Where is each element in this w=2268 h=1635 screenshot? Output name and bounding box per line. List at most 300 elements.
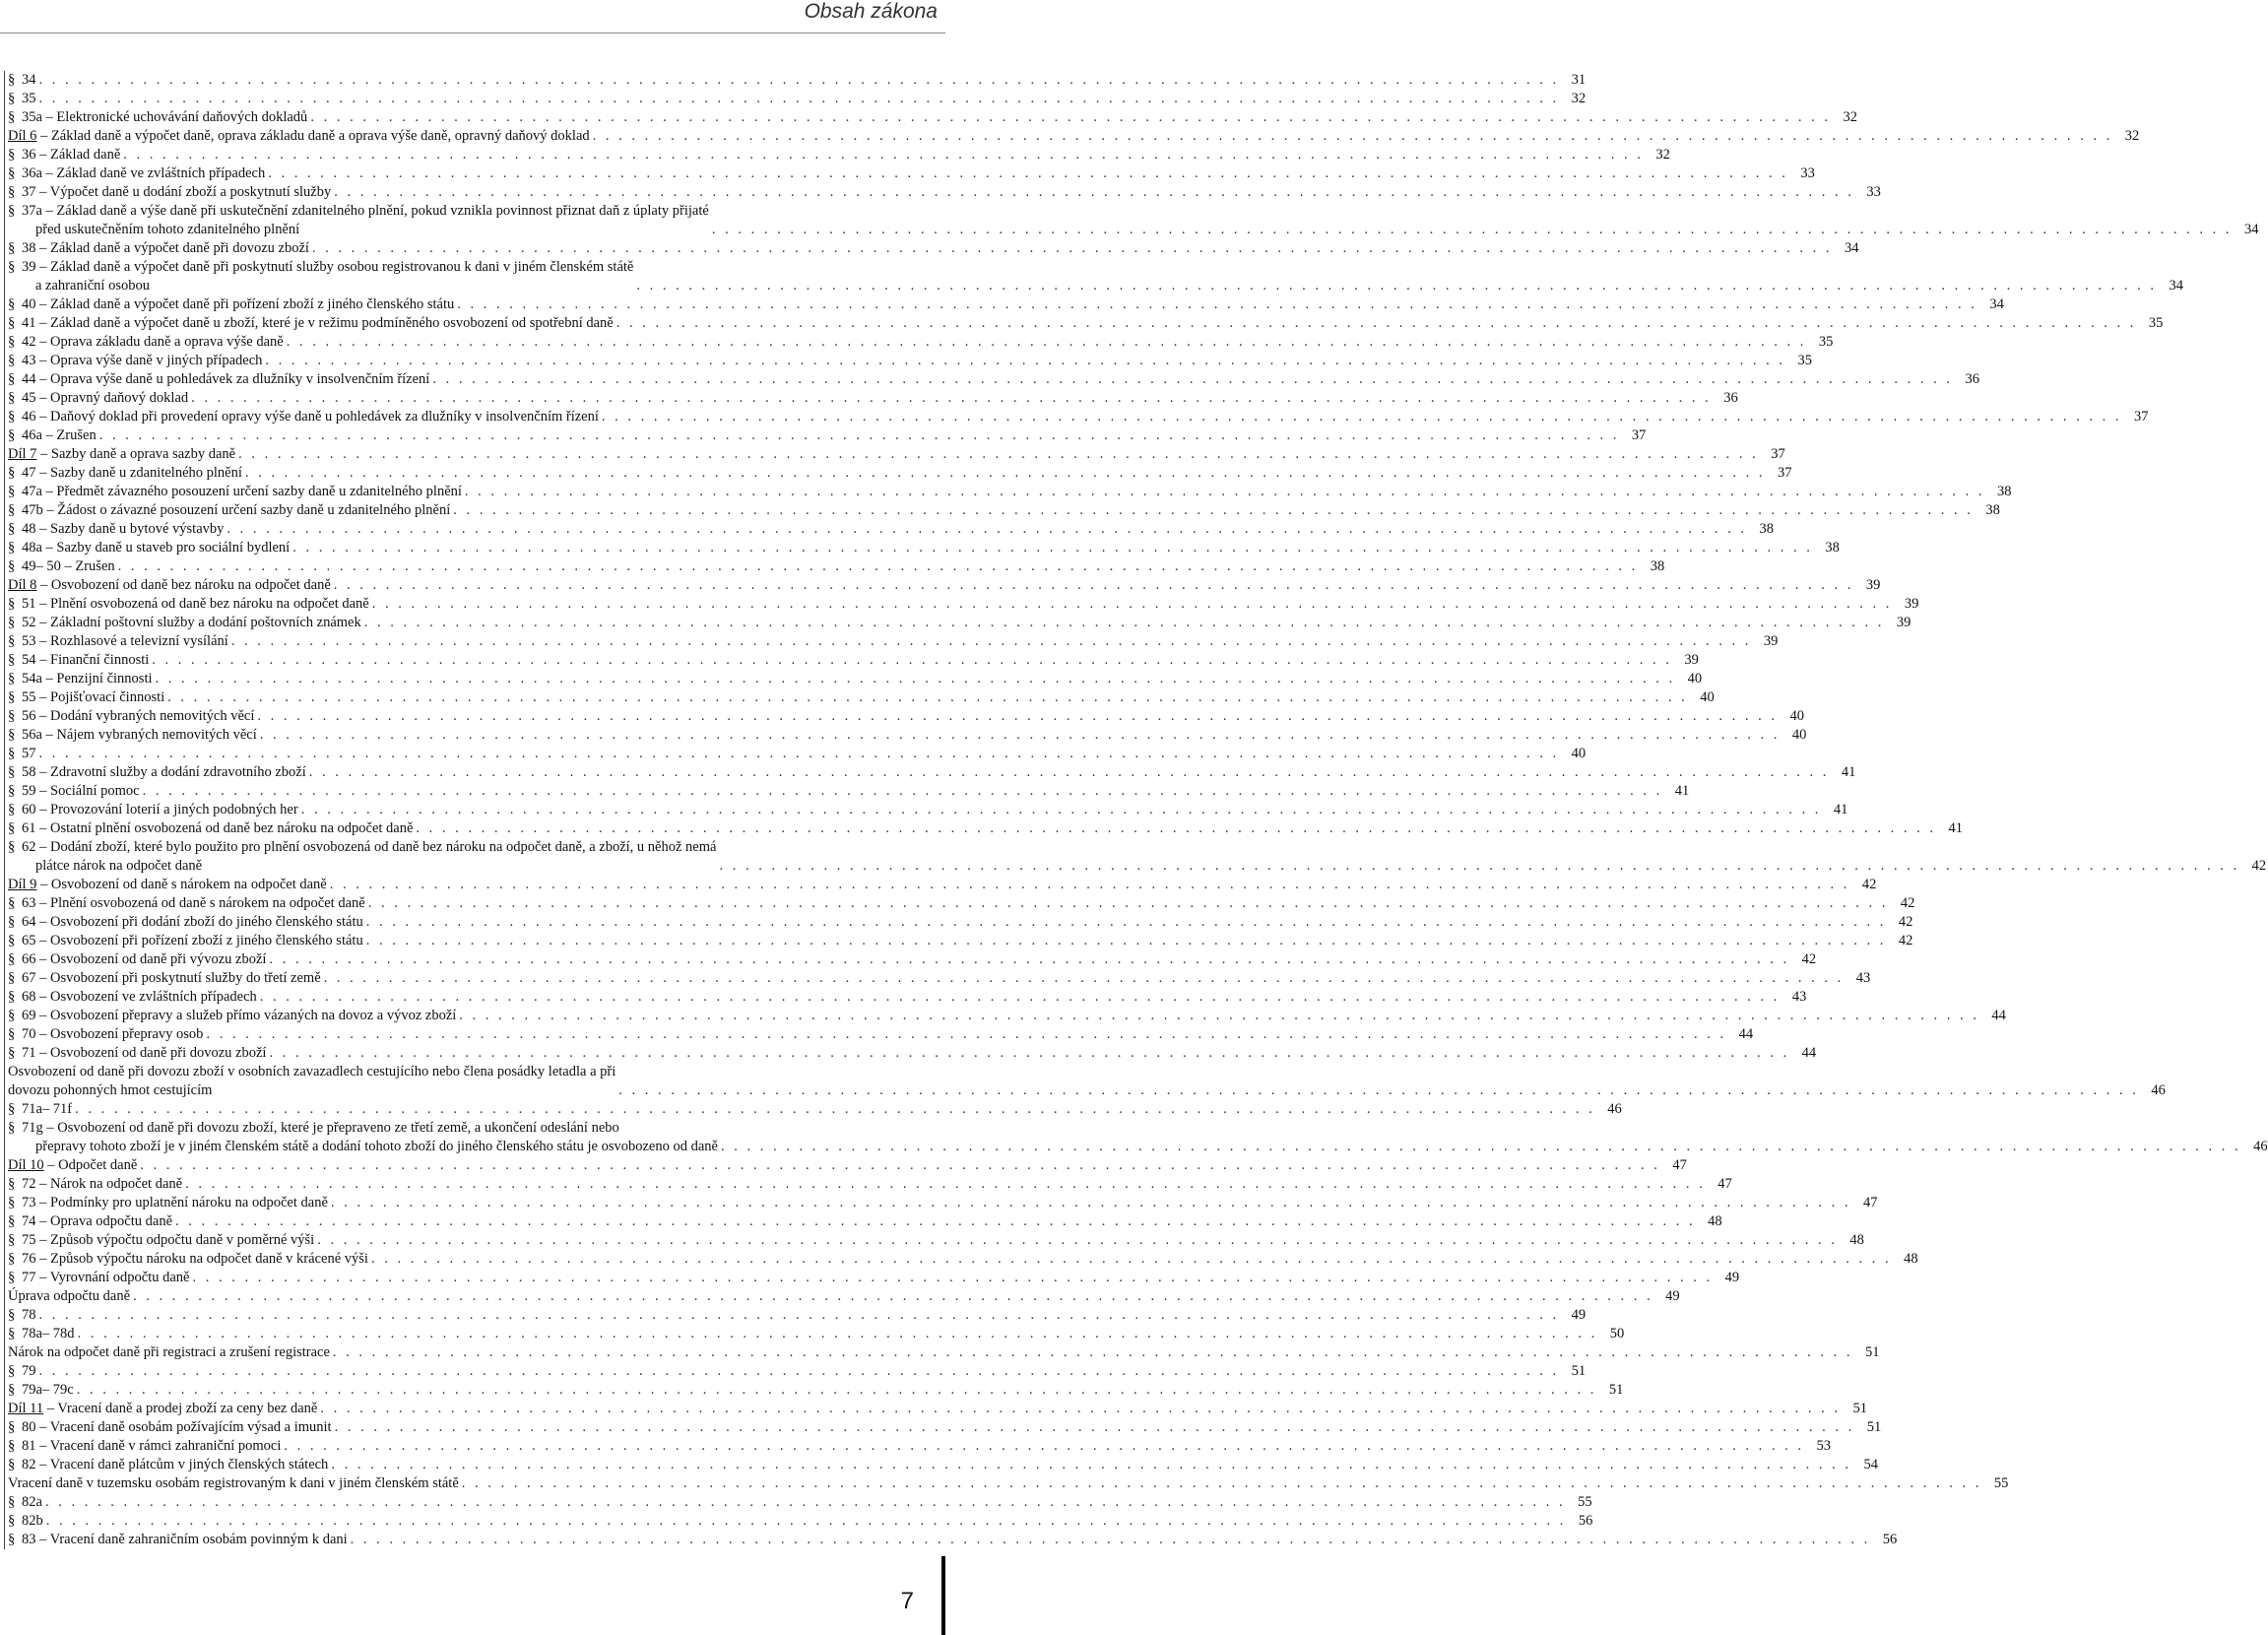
page-ref: 44	[1738, 1026, 1754, 1042]
entry-title: 76 – Způsob výpočtu nároku na odpočet daně v krácené výši	[22, 1251, 368, 1267]
dot-leader: . . . . . . . . . . . . . . . . . . . . . . . . . . . . . . . . . . . . . . . . . . . . . . . . . . . . . . . . . . . . . . . . . . . . . . . . . . . . . . . . . . . . . . . . . . . . . . . . . . . . . . . . . . . . . . . . . . . . .	[44, 1494, 1566, 1510]
page-ref: 39	[1896, 615, 1912, 630]
dot-leader: . . . . . . . . . . . . . . . . . . . . . . . . . . . . . . . . . . . . . . . . . . . . . . . . . . . . . . . . . . . . . . . . . . . . . . . . . . . . . . . . . . . . . . . . . . . . . . . . . . . . . . . . . . . . . . . . . . . . .	[618, 1082, 2139, 1098]
dot-leader: . . . . . . . . . . . . . . . . . . . . . . . . . . . . . . . . . . . . . . . . . . . . . . . . . . . . . . . . . . . . . . . . . . . . . . . . . . . . . . . . . . . . . . . . . . . . . . . . . . . . . . . . . . . . . . . . . . . . .	[367, 895, 1889, 911]
margin-rule	[4, 1306, 5, 1325]
toc-entry	[4, 1194, 1878, 1212]
toc-entry-label	[4, 745, 36, 763]
section-sign: §	[8, 72, 16, 88]
page-ref: 39	[1763, 633, 1779, 649]
entry-title-continued: dovozu pohonných hmot cestujícím	[8, 1082, 213, 1098]
page-ref: 50	[1609, 1326, 1625, 1341]
entry-title: 63 – Plnění osvobozená od daně s nárokem na odpočet daně	[22, 895, 365, 911]
toc-entry-label	[4, 557, 115, 576]
toc-entry-label	[4, 1212, 172, 1231]
margin-rule	[4, 782, 5, 801]
dot-leader: . . . . . . . . . . . . . . . . . . . . . . . . . . . . . . . . . . . . . . . . . . . . . . . . . . . . . . . . . . . . . . . . . . . . . . . . . . . . . . . . . . . . . . . . . . . . . . . . . . . . . . . . . . . . . . . . . . . . .	[230, 633, 1752, 649]
toc-entry	[4, 127, 2140, 146]
dot-leader: . . . . . . . . . . . . . . . . . . . . . . . . . . . . . . . . . . . . . . . . . . . . . . . . . . . . . . . . . . . . . . . . . . . . . . . . . . . . . . . . . . . . . . . . . . . . . . . . . . . . . . . . . . . . . . . . . . . . .	[300, 802, 1822, 818]
toc-entry	[4, 71, 1587, 90]
toc-entry	[4, 1325, 1625, 1343]
section-sign: §	[8, 109, 16, 125]
toc-entry	[4, 1493, 1592, 1512]
toc-entry-label	[4, 164, 265, 183]
toc-entry	[4, 670, 1703, 688]
section-sign: §	[8, 746, 16, 761]
toc-entry-label	[4, 801, 298, 819]
toc-entry-label	[4, 1512, 43, 1531]
toc-entry	[4, 801, 1848, 819]
toc-entry	[4, 1175, 1732, 1194]
margin-rule	[4, 969, 5, 988]
toc-entry-label	[4, 426, 97, 445]
entry-title: 71 – Osvobození od daně při dovozu zboží	[22, 1045, 267, 1061]
section-sign: §	[8, 671, 16, 687]
division-title: – Vracení daně a prodej zboží za ceny bez daně	[43, 1401, 318, 1416]
dot-leader: . . . . . . . . . . . . . . . . . . . . . . . . . . . . . . . . . . . . . . . . . . . . . . . . . . . . . . . . . . . . . . . . . . . . . . . . . . . . . . . . . . . . . . . . . . . . . . . . . . . . . . . . . . . . . . . . . . . . .	[331, 1457, 1851, 1472]
margin-rule	[4, 801, 5, 819]
toc-entry-label	[4, 1250, 368, 1269]
section-sign: §	[8, 1120, 16, 1136]
dot-leader: . . . . . . . . . . . . . . . . . . . . . . . . . . . . . . . . . . . . . . . . . . . . . . . . . . . . . . . . . . . . . . . . . . . . . . . . . . . . . . . . . . . . . . . . . . . . . . . . . . . . . . . . . . . . . . . . . . . . .	[350, 1532, 1871, 1547]
toc-entry-label	[4, 932, 363, 950]
section-sign: §	[8, 1045, 16, 1061]
entry-title: 60 – Provozování loterií a jiných podobných her	[22, 802, 298, 818]
toc-entry	[4, 1512, 1593, 1531]
page-ref: 40	[1789, 708, 1804, 724]
page-ref: 40	[1687, 671, 1703, 687]
toc-entry	[4, 763, 1856, 782]
page-ref: 46	[2151, 1082, 2166, 1098]
section-sign: §	[8, 596, 16, 612]
section-sign: §	[8, 353, 16, 368]
toc-entry	[4, 370, 1979, 389]
page-ref: 41	[1674, 783, 1690, 799]
entry-title: 79a– 79c	[22, 1382, 74, 1398]
margin-rule	[4, 389, 5, 408]
dot-leader: . . . . . . . . . . . . . . . . . . . . . . . . . . . . . . . . . . . . . . . . . . . . . . . . . . . . . . . . . . . . . . . . . . . . . . . . . . . . . . . . . . . . . . . . . . . . . . . . . . . . . . . . . . . . . . . . . . . . .	[152, 652, 1672, 668]
margin-rule	[4, 1418, 5, 1437]
margin-rule	[4, 614, 5, 632]
section-sign: §	[8, 1026, 16, 1042]
page-ref: 48	[1904, 1251, 1918, 1267]
entry-title: 74 – Oprava odpočtu daně	[22, 1213, 173, 1229]
margin-rule	[4, 1381, 5, 1400]
section-sign: §	[8, 521, 16, 537]
toc-entry-label	[4, 71, 36, 90]
entry-title: 68 – Osvobození ve zvláštních případech	[22, 989, 257, 1005]
margin-rule	[4, 239, 5, 258]
page-ref: 41	[1833, 802, 1848, 818]
page-ref: 34	[1845, 240, 1859, 256]
section-sign: §	[8, 1213, 16, 1229]
toc-entry	[4, 352, 1813, 370]
entry-title: 82 – Vracení daně plátcům v jiných členských státech	[22, 1457, 329, 1472]
toc-entry	[4, 1250, 1918, 1269]
section-sign: §	[8, 727, 16, 743]
margin-rule	[4, 1474, 5, 1493]
dot-leader: . . . . . . . . . . . . . . . . . . . . . . . . . . . . . . . . . . . . . . . . . . . . . . . . . . . . . . . . . . . . . . . . . . . . . . . . . . . . . . . . . . . . . . . . . . . . . . . . . . . . . . . . . . . . . . . . . . . . .	[592, 128, 2113, 144]
page-ref: 35	[1818, 334, 1834, 350]
margin-rule	[4, 1343, 5, 1362]
section-sign: §	[8, 1101, 16, 1117]
toc-entry-label	[4, 146, 120, 164]
margin-rule	[4, 950, 5, 969]
section-sign: §	[8, 259, 16, 275]
division-label: Díl 8	[8, 577, 37, 593]
page-ref: 44	[1991, 1008, 2006, 1023]
entry-title: Nárok na odpočet daně při registraci a zrušení registrace	[8, 1344, 330, 1360]
page-ref: 32	[1571, 91, 1587, 106]
section-sign: §	[8, 914, 16, 930]
margin-rule	[4, 501, 5, 520]
entry-title: 38 – Základ daně a výpočet daně při dovozu zboží	[22, 240, 309, 256]
toc-entry-label	[4, 763, 306, 782]
margin-rule	[4, 1456, 5, 1474]
toc-entry-label	[4, 370, 429, 389]
page-ref: 42	[1900, 895, 1915, 911]
section-sign: §	[8, 820, 16, 836]
page-ref: 48	[1849, 1232, 1864, 1248]
toc-entry	[4, 539, 1840, 557]
dot-leader: . . . . . . . . . . . . . . . . . . . . . . . . . . . . . . . . . . . . . . . . . . . . . . . . . . . . . . . . . . . . . . . . . . . . . . . . . . . . . . . . . . . . . . . . . . . . . . . . . . . . . . . . . . . . . . . . . . . . .	[155, 671, 1676, 687]
dot-leader: . . . . . . . . . . . . . . . . . . . . . . . . . . . . . . . . . . . . . . . . . . . . . . . . . . . . . . . . . . . . . . . . . . . . . . . . . . . . . . . . . . . . . . . . . . . . . . . . . . . . . . . . . . . . . . . . . . . . .	[308, 764, 1830, 780]
entry-title: 78	[22, 1307, 36, 1323]
entry-title: 48 – Sazby daně u bytové výstavby	[22, 521, 225, 537]
section-sign: §	[8, 783, 16, 799]
toc-entry-label	[4, 819, 413, 838]
entry-title: 65 – Osvobození při pořízení zboží z jiného členského státu	[22, 933, 363, 948]
page-ref: 32	[1843, 109, 1857, 125]
page-ref: 55	[1578, 1494, 1592, 1510]
dot-leader: . . . . . . . . . . . . . . . . . . . . . . . . . . . . . . . . . . . . . . . . . . . . . . . . . . . . . . . . . . . . . . . . . . . . . . . . . . . . . . . . . . . . . . . . . . . . . . . . . . . . . . . . . . . . . . . . . . . . .	[98, 427, 1620, 443]
dot-leader: . . . . . . . . . . . . . . . . . . . . . . . . . . . . . . . . . . . . . . . . . . . . . . . . . . . . . . . . . . . . . . . . . . . . . . . . . . . . . . . . . . . . . . . . . . . . . . . . . . . . . . . . . . . . . . . . . . . . .	[711, 222, 2233, 237]
dot-leader: . . . . . . . . . . . . . . . . . . . . . . . . . . . . . . . . . . . . . . . . . . . . . . . . . . . . . . . . . . . . . . . . . . . . . . . . . . . . . . . . . . . . . . . . . . . . . . . . . . . . . . . . . . . . . . . . . . . . .	[257, 708, 1778, 724]
margin-rule	[4, 913, 5, 932]
entry-title: 82b	[22, 1513, 43, 1529]
toc-entry	[4, 146, 1670, 164]
section-sign: §	[8, 1307, 16, 1323]
page-ref: 32	[1655, 147, 1670, 163]
entry-title: 82a	[22, 1494, 42, 1510]
dot-leader: . . . . . . . . . . . . . . . . . . . . . . . . . . . . . . . . . . . . . . . . . . . . . . . . . . . . . . . . . . . . . . . . . . . . . . . . . . . . . . . . . . . . . . . . . . . . . . . . . . . . . . . . . . . . . . . . . . . . .	[259, 727, 1781, 743]
toc-entry-label	[4, 258, 633, 295]
toc-entry	[4, 295, 2004, 314]
page-header	[0, 0, 945, 33]
toc-entry-label	[4, 90, 36, 108]
page-ref: 32	[2124, 128, 2140, 144]
entry-title: 46a – Zrušen	[22, 427, 97, 443]
dot-leader: . . . . . . . . . . . . . . . . . . . . . . . . . . . . . . . . . . . . . . . . . . . . . . . . . . . . . . . . . . . . . . . . . . . . . . . . . . . . . . . . . . . . . . . . . . . . . . . . . . . . . . . . . . . . . . . . . . . . .	[76, 1382, 1597, 1398]
entry-title: 35a – Elektronické uchovávání daňových dokladů	[22, 109, 308, 125]
toc-entry	[4, 1119, 2268, 1156]
page-ref: 49	[1571, 1307, 1587, 1323]
toc-entry-label	[4, 1007, 456, 1025]
toc-entry	[4, 408, 2149, 426]
toc-entry-label	[4, 969, 321, 988]
margin-rule	[4, 1325, 5, 1343]
toc-entry-label	[4, 894, 365, 913]
toc-entry	[4, 1025, 1754, 1044]
margin-rule	[4, 520, 5, 539]
toc-entry-label	[4, 1100, 72, 1119]
entry-title: 81 – Vracení daně v rámci zahraniční pomoci	[22, 1438, 282, 1454]
toc-entry-label	[4, 352, 262, 370]
toc-entry	[4, 1063, 2166, 1100]
section-sign: §	[8, 839, 16, 855]
dot-leader: . . . . . . . . . . . . . . . . . . . . . . . . . . . . . . . . . . . . . . . . . . . . . . . . . . . . . . . . . . . . . . . . . . . . . . . . . . . . . . . . . . . . . . . . . . . . . . . . . . . . . . . . . . . . . . . . . . . . .	[284, 1438, 1805, 1454]
entry-title: 45 – Opravný daňový doklad	[22, 390, 189, 406]
toc-entry	[4, 876, 1877, 894]
toc-entry-label	[4, 1306, 36, 1325]
toc-entry-label	[4, 1418, 332, 1437]
entry-title: 73 – Podmínky pro uplatnění nároku na odpočet daně	[22, 1195, 328, 1210]
entry-title: 62 – Dodání zboží, které bylo použito pro plnění osvobozená od daně bez nároku na odpočet daně, a zboží, u něhož nemá	[22, 839, 717, 855]
margin-rule	[4, 183, 5, 202]
section-sign: §	[8, 1195, 16, 1210]
margin-rule	[4, 1512, 5, 1531]
page-ref: 42	[2251, 858, 2267, 874]
margin-rule	[4, 90, 5, 108]
toc-entry-label	[4, 127, 590, 146]
toc-entry	[4, 333, 1834, 352]
page-ref: 55	[1993, 1475, 2009, 1491]
margin-rule	[4, 894, 5, 913]
toc-entry	[4, 595, 1919, 614]
toc-entry	[4, 1437, 1832, 1456]
toc-entry-label	[4, 1287, 130, 1306]
section-sign: §	[8, 1494, 16, 1510]
toc-entry	[4, 988, 1807, 1007]
toc-entry	[4, 1456, 1878, 1474]
toc-entry	[4, 1044, 1817, 1063]
page-ref: 41	[1948, 820, 1964, 836]
entry-title: 37 – Výpočet daně u dodání zboží a poskytnutí služby	[22, 184, 332, 200]
margin-rule	[4, 314, 5, 333]
page-ref: 56	[1578, 1513, 1593, 1529]
margin-rule	[4, 295, 5, 314]
toc-entry	[4, 108, 1857, 127]
entry-title: Vracení daně v tuzemsku osobám registrovaným k dani v jiném členském státě	[8, 1475, 459, 1491]
entry-title: 36 – Základ daně	[22, 147, 121, 163]
section-sign: §	[8, 708, 16, 724]
margin-rule	[4, 426, 5, 445]
page-ref: 33	[1866, 184, 1881, 200]
section-sign: §	[8, 409, 16, 425]
dot-leader: . . . . . . . . . . . . . . . . . . . . . . . . . . . . . . . . . . . . . . . . . . . . . . . . . . . . . . . . . . . . . . . . . . . . . . . . . . . . . . . . . . . . . . . . . . . . . . . . . . . . . . . . . . . . . . . . . . . . .	[292, 540, 1813, 556]
entry-title: 56a – Nájem vybraných nemovitých věcí	[22, 727, 257, 743]
entry-title: 47a – Předmět závazného posouzení určení sazby daně u zdanitelného plnění	[22, 484, 462, 499]
section-sign: §	[8, 615, 16, 630]
toc-entry-label	[4, 520, 224, 539]
dot-leader: . . . . . . . . . . . . . . . . . . . . . . . . . . . . . . . . . . . . . . . . . . . . . . . . . . . . . . . . . . . . . . . . . . . . . . . . . . . . . . . . . . . . . . . . . . . . . . . . . . . . . . . . . . . . . . . . . . . . .	[167, 689, 1688, 705]
margin-rule	[4, 1025, 5, 1044]
margin-rule	[4, 483, 5, 501]
toc-entry-label	[4, 295, 454, 314]
dot-leader: . . . . . . . . . . . . . . . . . . . . . . . . . . . . . . . . . . . . . . . . . . . . . . . . . . . . . . . . . . . . . . . . . . . . . . . . . . . . . . . . . . . . . . . . . . . . . . . . . . . . . . . . . . . . . . . . . . . . .	[323, 970, 1845, 986]
entry-title-continued: přepravy tohoto zboží je v jiném členském státě a dodání tohoto zboží do jiného členského státu je osvobozeno od daně	[35, 1139, 718, 1154]
toc-entry	[4, 1269, 1740, 1287]
page-ref: 35	[1797, 353, 1813, 368]
dot-leader: . . . . . . . . . . . . . . . . . . . . . . . . . . . . . . . . . . . . . . . . . . . . . . . . . . . . . . . . . . . . . . . . . . . . . . . . . . . . . . . . . . . . . . . . . . . . . . . . . . . . . . . . . . . . . . . . . . . . .	[142, 783, 1663, 799]
page-ref: 38	[1985, 502, 2000, 518]
page-ref: 51	[1865, 1344, 1880, 1360]
dot-leader: . . . . . . . . . . . . . . . . . . . . . . . . . . . . . . . . . . . . . . . . . . . . . . . . . . . . . . . . . . . . . . . . . . . . . . . . . . . . . . . . . . . . . . . . . . . . . . . . . . . . . . . . . . . . . . . . . . . . .	[601, 409, 2122, 425]
section-sign: §	[8, 1419, 16, 1435]
margin-rule	[4, 539, 5, 557]
page-ref: 49	[1724, 1270, 1740, 1285]
section-sign: §	[8, 633, 16, 649]
entry-title: 46 – Daňový doklad při provedení opravy výše daně u pohledávek za dlužníky v insolvenčním řízení	[22, 409, 599, 425]
toc-entry	[4, 1212, 1722, 1231]
margin-rule	[4, 1175, 5, 1194]
toc-entry-label	[4, 483, 462, 501]
margin-rule	[4, 108, 5, 127]
dot-leader: . . . . . . . . . . . . . . . . . . . . . . . . . . . . . . . . . . . . . . . . . . . . . . . . . . . . . . . . . . . . . . . . . . . . . . . . . . . . . . . . . . . . . . . . . . . . . . . . . . . . . . . . . . . . . . . . . . . . .	[334, 184, 1854, 200]
toc-entry	[4, 1531, 1898, 1549]
division-label: Díl 6	[8, 128, 37, 144]
entry-title: 55 – Pojišťovací činnosti	[22, 689, 165, 705]
entry-title: 59 – Sociální pomoc	[22, 783, 140, 799]
division-label: Díl 11	[8, 1401, 44, 1416]
toc-entry-label	[4, 1175, 182, 1194]
toc-entry	[4, 632, 1779, 651]
entry-title: Úprava odpočtu daně	[8, 1288, 131, 1304]
section-sign: §	[8, 484, 16, 499]
toc-entry	[4, 90, 1587, 108]
toc-entry-label	[4, 1269, 189, 1287]
toc-entry	[4, 557, 1665, 576]
dot-leader: . . . . . . . . . . . . . . . . . . . . . . . . . . . . . . . . . . . . . . . . . . . . . . . . . . . . . . . . . . . . . . . . . . . . . . . . . . . . . . . . . . . . . . . . . . . . . . . . . . . . . . . . . . . . . . . . . . . . .	[38, 1307, 1560, 1323]
table-of-contents	[4, 71, 2268, 1549]
page-ref: 34	[1989, 296, 2004, 312]
section-sign: §	[8, 540, 16, 556]
toc-entry-label	[4, 1456, 328, 1474]
entry-title: 61 – Ostatní plnění osvobozená od daně bez nároku na odpočet daně	[22, 820, 414, 836]
section-sign: §	[8, 1326, 16, 1341]
toc-entry-label	[4, 539, 290, 557]
page-ref: 41	[1841, 764, 1856, 780]
toc-entry-label	[4, 913, 363, 932]
dot-leader: . . . . . . . . . . . . . . . . . . . . . . . . . . . . . . . . . . . . . . . . . . . . . . . . . . . . . . . . . . . . . . . . . . . . . . . . . . . . . . . . . . . . . . . . . . . . . . . . . . . . . . . . . . . . . . . . . . . . .	[75, 1101, 1595, 1117]
entry-title: 44 – Oprava výše daně u pohledávek za dlužníky v insolvenčním řízení	[22, 371, 430, 387]
section-sign: §	[8, 895, 16, 911]
toc-entry-label	[4, 1119, 718, 1156]
section-sign: §	[8, 989, 16, 1005]
margin-rule	[4, 445, 5, 464]
section-sign: §	[8, 652, 16, 668]
toc-entry	[4, 651, 1699, 670]
margin-rule	[4, 876, 5, 894]
section-sign: §	[8, 240, 16, 256]
entry-title: 43 – Oprava výše daně v jiných případech	[22, 353, 263, 368]
page-ref: 36	[1965, 371, 1979, 387]
page-ref: 46	[1607, 1101, 1622, 1117]
toc-entry	[4, 782, 1690, 801]
toc-entry-label	[4, 1156, 137, 1175]
entry-title: 54 – Finanční činnosti	[22, 652, 150, 668]
toc-entry-label	[4, 1343, 330, 1362]
margin-rule	[4, 164, 5, 183]
margin-rule	[4, 333, 5, 352]
division-label: Díl 10	[8, 1157, 44, 1173]
margin-rule	[4, 651, 5, 670]
toc-entry-label	[4, 595, 369, 614]
dot-leader: . . . . . . . . . . . . . . . . . . . . . . . . . . . . . . . . . . . . . . . . . . . . . . . . . . . . . . . . . . . . . . . . . . . . . . . . . . . . . . . . . . . . . . . . . . . . . . . . . . . . . . . . . . . . . . . . . . . . .	[269, 951, 1790, 967]
toc-entry-label	[4, 1231, 314, 1250]
margin-rule	[4, 202, 5, 239]
dot-leader: . . . . . . . . . . . . . . . . . . . . . . . . . . . . . . . . . . . . . . . . . . . . . . . . . . . . . . . . . . . . . . . . . . . . . . . . . . . . . . . . . . . . . . . . . . . . . . . . . . . . . . . . . . . . . . . . . . . . .	[140, 1157, 1660, 1173]
margin-rule	[4, 595, 5, 614]
dot-leader: . . . . . . . . . . . . . . . . . . . . . . . . . . . . . . . . . . . . . . . . . . . . . . . . . . . . . . . . . . . . . . . . . . . . . . . . . . . . . . . . . . . . . . . . . . . . . . . . . . . . . . . . . . . . . . . . . . . . .	[227, 521, 1748, 537]
entry-title: 58 – Zdravotní služby a dodání zdravotního zboží	[22, 764, 306, 780]
section-sign: §	[8, 1532, 16, 1547]
page-ref: 42	[1861, 877, 1877, 892]
page-ref: 47	[1672, 1157, 1687, 1173]
section-sign: §	[8, 951, 16, 967]
margin-rule	[4, 1250, 5, 1269]
margin-rule	[4, 1362, 5, 1381]
header-title: Obsah zákona	[804, 0, 938, 23]
section-sign: §	[8, 502, 16, 518]
entry-title: 48a – Sazby daně u staveb pro sociální bydlení	[22, 540, 291, 556]
page-ref: 36	[1723, 390, 1738, 406]
dot-leader: . . . . . . . . . . . . . . . . . . . . . . . . . . . . . . . . . . . . . . . . . . . . . . . . . . . . . . . . . . . . . . . . . . . . . . . . . . . . . . . . . . . . . . . . . . . . . . . . . . . . . . . . . . . . . . . . . . . . .	[363, 615, 1885, 630]
toc-entry-label	[4, 707, 254, 726]
dot-leader: . . . . . . . . . . . . . . . . . . . . . . . . . . . . . . . . . . . . . . . . . . . . . . . . . . . . . . . . . . . . . . . . . . . . . . . . . . . . . . . . . . . . . . . . . . . . . . . . . . . . . . . . . . . . . . . . . . . . .	[370, 1251, 1892, 1267]
toc-entry	[4, 426, 1647, 445]
dot-leader: . . . . . . . . . . . . . . . . . . . . . . . . . . . . . . . . . . . . . . . . . . . . . . . . . . . . . . . . . . . . . . . . . . . . . . . . . . . . . . . . . . . . . . . . . . . . . . . . . . . . . . . . . . . . . . . . . . . . .	[721, 1139, 2241, 1154]
dot-leader: . . . . . . . . . . . . . . . . . . . . . . . . . . . . . . . . . . . . . . . . . . . . . . . . . . . . . . . . . . . . . . . . . . . . . . . . . . . . . . . . . . . . . . . . . . . . . . . . . . . . . . . . . . . . . . . . . . . . .	[45, 1513, 1567, 1529]
dot-leader: . . . . . . . . . . . . . . . . . . . . . . . . . . . . . . . . . . . . . . . . . . . . . . . . . . . . . . . . . . . . . . . . . . . . . . . . . . . . . . . . . . . . . . . . . . . . . . . . . . . . . . . . . . . . . . . . . . . . .	[365, 933, 1887, 948]
page-ref: 48	[1708, 1213, 1722, 1229]
entry-title: 47 – Sazby daně u zdanitelného plnění	[22, 465, 242, 481]
page-ref: 54	[1863, 1457, 1878, 1472]
dot-leader: . . . . . . . . . . . . . . . . . . . . . . . . . . . . . . . . . . . . . . . . . . . . . . . . . . . . . . . . . . . . . . . . . . . . . . . . . . . . . . . . . . . . . . . . . . . . . . . . . . . . . . . . . . . . . . . . . . . . .	[77, 1326, 1598, 1341]
entry-title: 36a – Základ daně ve zvláštních případech	[22, 165, 266, 181]
toc-entry	[4, 202, 2259, 239]
toc-entry-label	[4, 876, 327, 894]
toc-entry	[4, 520, 1775, 539]
toc-entry-label	[4, 726, 257, 745]
toc-entry-label	[4, 445, 235, 464]
entry-title: 40 – Základ daně a výpočet daně při pořízení zboží z jiného členského státu	[22, 296, 455, 312]
toc-entry	[4, 969, 1871, 988]
toc-entry	[4, 464, 1792, 483]
toc-entry	[4, 1343, 1880, 1362]
page-ref: 34	[2243, 222, 2259, 237]
dot-leader: . . . . . . . . . . . . . . . . . . . . . . . . . . . . . . . . . . . . . . . . . . . . . . . . . . . . . . . . . . . . . . . . . . . . . . . . . . . . . . . . . . . . . . . . . . . . . . . . . . . . . . . . . . . . . . . . . . . . .	[38, 91, 1560, 106]
section-sign: §	[8, 390, 16, 406]
dot-leader: . . . . . . . . . . . . . . . . . . . . . . . . . . . . . . . . . . . . . . . . . . . . . . . . . . . . . . . . . . . . . . . . . . . . . . . . . . . . . . . . . . . . . . . . . . . . . . . . . . . . . . . . . . . . . . . . . . . . .	[133, 1288, 1653, 1304]
margin-rule	[4, 1007, 5, 1025]
dot-leader: . . . . . . . . . . . . . . . . . . . . . . . . . . . . . . . . . . . . . . . . . . . . . . . . . . . . . . . . . . . . . . . . . . . . . . . . . . . . . . . . . . . . . . . . . . . . . . . . . . . . . . . . . . . . . . . . . . . . .	[457, 296, 1977, 312]
section-sign: §	[8, 147, 16, 163]
margin-rule	[4, 408, 5, 426]
dot-leader: . . . . . . . . . . . . . . . . . . . . . . . . . . . . . . . . . . . . . . . . . . . . . . . . . . . . . . . . . . . . . . . . . . . . . . . . . . . . . . . . . . . . . . . . . . . . . . . . . . . . . . . . . . . . . . . . . . . . .	[464, 484, 1985, 499]
page-ref: 47	[1717, 1176, 1732, 1192]
section-sign: §	[8, 1363, 16, 1379]
toc-entry-label	[4, 1362, 36, 1381]
page-ref: 37	[1771, 446, 1785, 462]
dot-leader: . . . . . . . . . . . . . . . . . . . . . . . . . . . . . . . . . . . . . . . . . . . . . . . . . . . . . . . . . . . . . . . . . . . . . . . . . . . . . . . . . . . . . . . . . . . . . . . . . . . . . . . . . . . . . . . . . . . . .	[286, 334, 1807, 350]
toc-entry-label	[4, 651, 149, 670]
toc-entry	[4, 389, 1738, 408]
page-ref: 42	[1801, 951, 1817, 967]
page-ref: 37	[2134, 409, 2149, 425]
dot-leader: . . . . . . . . . . . . . . . . . . . . . . . . . . . . . . . . . . . . . . . . . . . . . . . . . . . . . . . . . . . . . . . . . . . . . . . . . . . . . . . . . . . . . . . . . . . . . . . . . . . . . . . . . . . . . . . . . . . . .	[310, 109, 1831, 125]
entry-title: 67 – Osvobození při poskytnutí služby do třetí země	[22, 970, 321, 986]
